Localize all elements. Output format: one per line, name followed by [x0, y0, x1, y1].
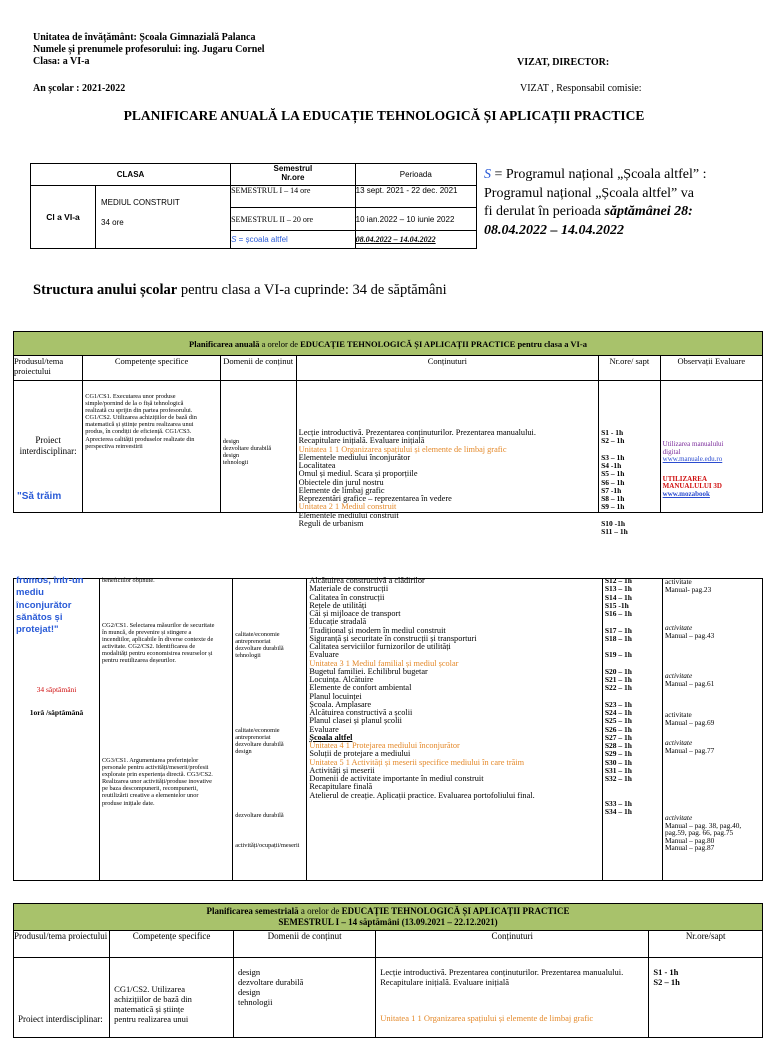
content-line: Căi și mijloace de transport	[309, 610, 401, 618]
proiect-cell: Proiect interdisciplinar: "Să trăim	[14, 381, 83, 513]
domain-item: antreprenoriat	[235, 734, 271, 742]
week-line: S1 - 1h	[601, 429, 624, 437]
domain-item: design	[237, 987, 261, 997]
content-line: Obiectele din jurul nostru	[298, 478, 384, 487]
week-line: S23 – 1h	[604, 700, 632, 709]
content-line: Domenii de activitate importante în mediul construit	[309, 775, 484, 783]
domain-item: design	[222, 438, 240, 445]
school-altfel-period: 08.04.2022 – 14.04.2022	[355, 231, 476, 249]
header-clasa: CLASA	[31, 164, 231, 186]
week-line: S21 – 1h	[604, 676, 632, 684]
content-line: Recapitulare inițială. Evaluare inițială	[298, 437, 425, 446]
observatii-cell-2: activitate Manual- pag.23 activitate Manual – pag.43 activitate Manual – pag.61 activitate Manual – pag.69 activitate Manual – pag.77 activitate Manual – pag. 38, pag.40, pag.59, pag. 66, pag.75 Manual – pag.80 Manual – pag.87	[663, 579, 763, 881]
week-line: S3 – 1h	[601, 453, 625, 462]
col-domenii: Domenii de conținut	[220, 356, 296, 381]
week-line	[605, 643, 632, 651]
domenii-cell-2: calitate/economie antreprenoriat dezvoltare durabilă tehnologii calitate/economie antreprenoriat dezvoltare durabilă design dezvoltare durabilă activități/ocupații/meserii	[233, 579, 307, 881]
content-line: Materiale de construcții	[309, 585, 389, 594]
week-line: S19 – 1h	[604, 651, 632, 660]
content-line: Planul clasei și planul școlii	[309, 717, 402, 726]
week-line: S28 – 1h	[604, 742, 632, 750]
sem-proiect-cell: Proiect interdisciplinar:	[14, 958, 110, 1038]
week-line	[605, 693, 632, 701]
sem-competente-cell	[110, 958, 234, 1038]
week-line: S14 – 1h	[604, 593, 632, 602]
week-line	[605, 660, 632, 668]
week-line: S30 – 1h	[604, 758, 632, 767]
competente-cell-1: CG1/CS1. Executarea unor produse simple/pornind de la o fișă tehnologică realizată cu sprijin din partea profesorului. CG1/CS2. Utilizarea achizițiilor de bază din matematică și științe pentru realizarea unui produs, în condiții de eficiență. CG1/CS3. Aprecierea calității produselor realizate din perspectiva reinvestirii	[83, 381, 220, 513]
week-line: S13 – 1h	[604, 585, 632, 594]
content-line: Planul locuinței	[309, 692, 362, 701]
clasa-value: Cl a VI-a	[31, 186, 96, 248]
week-line	[605, 792, 632, 800]
content-line: Tradițional și modern în mediul construit	[309, 626, 446, 635]
week-line: S12 – 1h	[604, 577, 632, 585]
domain-item: antreprenoriat	[235, 638, 271, 646]
col-observatii: Observații Evaluare	[660, 356, 762, 381]
project-title-line: sănătos și	[16, 611, 63, 623]
sem1-label: SEMESTRUL I – 14 ore	[231, 186, 356, 208]
week-line: S24 – 1h	[604, 709, 632, 717]
domain-item: tehnologii	[222, 459, 249, 467]
header-perioada: Perioada	[355, 164, 476, 186]
vizat-director: VIZAT, DIRECTOR:	[517, 57, 610, 68]
domain-info: MEDIUL CONSTRUIT 34 ore	[101, 198, 180, 227]
content-line: Calitatea serviciilor furnizorilor de utilități	[309, 643, 451, 651]
header-semestrul: Semestrul Nr.ore	[231, 164, 356, 186]
sem-col-competente: Competențe specifice	[110, 931, 234, 958]
week-line	[601, 512, 628, 520]
week-line	[605, 618, 632, 626]
continuturi-cell-2	[307, 579, 603, 881]
domain-item: dezvoltare durabilă	[235, 645, 284, 653]
sem2-period: 10 ian.2022 – 10 iunie 2022	[355, 208, 476, 231]
week-line: S11 – 1h	[601, 528, 628, 536]
project-title-line: frumos, într-un	[16, 575, 84, 586]
domain-item: calitate/economie	[235, 631, 280, 638]
week-line	[605, 783, 632, 791]
week-line	[601, 446, 628, 454]
content-line	[309, 800, 579, 808]
annual-table	[13, 331, 763, 536]
content-line: Reguli de urbanism	[298, 519, 364, 528]
content-line: Locuința. Alcătuire	[309, 676, 374, 684]
competence-line: achizițiilor de bază din	[114, 994, 192, 1004]
content-line: Activități și meserii	[309, 766, 375, 775]
observatii-cell-1: Utilizarea manualului digital www.manuale.edu.ro UTILIZAREA MANUALULUI 3D www.mozabook	[660, 381, 762, 513]
content-line: Siguranță și securitate în construcții și transporturi	[309, 634, 477, 643]
content-line: Evaluare	[309, 725, 339, 734]
week-line: S18 – 1h	[604, 634, 632, 643]
week-line: S10 -1h	[601, 519, 626, 528]
competence-line: matematică și științe	[114, 1004, 185, 1014]
week-line: S22 – 1h	[604, 684, 632, 693]
sem2-label: SEMESTRUL II – 20 ore	[231, 208, 356, 231]
content-line: Unitatea 3 1 Mediul familial și mediul școlar	[309, 659, 459, 668]
content-line: Unitatea 2 1 Mediul construit	[298, 503, 397, 512]
week-line: S9 – 1h	[601, 503, 625, 512]
week-line: S6 – 1h	[601, 478, 625, 487]
content-line: Atelierul de creație. Aplicații practice. Evaluarea portofoliului final.	[309, 791, 535, 800]
nrore-cell-1	[599, 381, 661, 536]
teacher-name: Numele și prenumele profesorului: ing. Jugaru Cornel	[33, 44, 265, 55]
school-altfel-label: S = școala altfel	[231, 231, 356, 249]
content-line: Educație stradală	[309, 618, 367, 627]
school-altfel-note: S = Programul național „Școala altfel” : Programul național „Școala altfel” va fi derulat în perioada săptămânei 28: 08.04.2022 – 14.04.2022	[484, 167, 707, 238]
content-line: Bugetul familiei. Echilibrul bugetar	[309, 667, 428, 676]
sem-col-domenii: Domenii de conținut	[233, 931, 375, 958]
clasa-cell	[31, 186, 231, 249]
annual-banner: Planificarea anuală a orelor de EDUCAȚIE TEHNOLOGICĂ ȘI APLICAȚII PRACTICE pentru clasa a VI-a	[14, 332, 763, 356]
project-title-line: înconjurător	[16, 599, 72, 611]
week-line: S8 – 1h	[601, 495, 625, 503]
mozabook-link[interactable]: www.mozabook	[662, 489, 710, 498]
page-title: PLANIFICARE ANUALĂ LA EDUCAȚIE TEHNOLOGICĂ ȘI APLICAȚII PRACTICE	[123, 108, 645, 123]
semestrial-banner: Planificarea semestrială a orelor de EDUCAȚIE TEHNOLOGICĂ ȘI APLICAȚII PRACTICE SEMESTRUL I – 14 săptămâni (13.09.2021 – 22.12.2021)	[14, 904, 763, 931]
school-name: Unitatea de învățământ: Școala Gimnazială Palanca	[33, 32, 256, 43]
domain-item: dezvoltare durabilă	[235, 741, 284, 749]
week-line: S16 – 1h	[604, 610, 632, 618]
col-produs: Produsul/tema proiectului	[14, 356, 83, 381]
content-line: Recapitulare finală	[309, 783, 373, 792]
content-line: Elementele mediului înconjurător	[298, 453, 411, 462]
content-line: Unitatea 1 1 Organizarea spațiului și elemente de limbaj grafic	[298, 445, 507, 454]
week-line: S4 -1h	[601, 462, 622, 470]
week-line: S34 – 1h	[604, 808, 632, 816]
content-line: Rețele de utilități	[309, 601, 367, 610]
nrore-cell-2	[602, 579, 662, 881]
competence-line: CG1/CS2. Utilizarea	[114, 984, 185, 994]
sem-domenii-cell	[233, 958, 375, 1038]
content-line: Școala altfel	[309, 733, 353, 742]
domain-item: tehnologii	[235, 652, 261, 660]
week-line: S29 – 1h	[604, 750, 632, 759]
week-line: S5 – 1h	[601, 470, 625, 479]
project-title-line: protejat!"	[16, 624, 59, 636]
week-line: S26 – 1h	[604, 725, 632, 734]
content-line: Școala. Amplasare	[309, 700, 372, 709]
week-line: S17 – 1h	[604, 626, 632, 635]
week-line: S7 -1h	[601, 486, 622, 495]
sem-col-produs: Produsul/tema proiectului	[14, 931, 110, 958]
week-line: S20 – 1h	[604, 667, 632, 676]
school-year: An școlar : 2021-2022	[33, 83, 126, 94]
col-nrore: Nr.ore/ sapt	[599, 356, 661, 381]
sem-continuturi-cell: Lecție introductivă. Prezentarea conținuturilor. Prezentarea manualului. Recapitulare inițială. Evaluare inițială Unitatea 1 1 Organizarea spațiului și elemente de limbaj grafic	[376, 958, 649, 1038]
semester-table	[30, 163, 477, 249]
col-continuturi: Conținuturi	[296, 356, 598, 381]
content-line: Omul și mediul. Scara și proporțiile	[298, 470, 418, 479]
domain-item: design	[235, 748, 252, 756]
content-line: Reprezentări grafice – reprezentarea în vedere	[298, 495, 452, 503]
week-line: S15 -1h	[604, 601, 629, 610]
manuale-link[interactable]: www.manuale.edu.ro	[662, 455, 723, 463]
sem-col-continuturi: Conținuturi	[376, 931, 649, 958]
content-line: Elemente de limbaj grafic	[298, 486, 385, 495]
week-line: S25 – 1h	[604, 717, 632, 726]
domain-item: dezvoltare durabilă	[222, 445, 272, 453]
domain-item: calitate/economie	[235, 727, 280, 734]
project-title-line: mediu	[16, 587, 44, 599]
col-competente: Competențe specifice	[83, 356, 220, 381]
competence-line: pentru realizarea unui	[114, 1014, 189, 1024]
week-line: S31 – 1h	[604, 766, 632, 775]
sem-nrore-cell: S1 - 1h S2 – 1h	[649, 958, 763, 1038]
semestrial-table	[13, 903, 763, 1038]
domain-item: tehnologii	[237, 997, 273, 1007]
week-line: S27 – 1h	[604, 733, 632, 742]
content-line: Unitatea 4 1 Protejarea mediului înconjurător	[309, 742, 460, 750]
week-line: S32 – 1h	[604, 775, 632, 783]
domain-item: design	[237, 967, 261, 977]
content-line: Evaluare	[309, 651, 339, 660]
domain-item: dezvoltare durabilă	[237, 977, 304, 987]
annual-table-continued	[13, 575, 763, 881]
content-line: Elementele mediului construit	[298, 511, 399, 520]
sem-col-nrore: Nr.ore/sapt	[649, 931, 763, 958]
continuturi-cell-1	[296, 381, 598, 528]
class-label: Clasa: a VI-a	[33, 56, 90, 67]
vizat-responsabil: VIZAT , Responsabil comisie:	[520, 83, 642, 94]
sem1-period: 13 sept. 2021 - 22 dec. 2021	[355, 186, 476, 208]
content-line: Lecție introductivă. Prezentarea conținuturilor. Prezentarea manualului.	[298, 429, 536, 437]
content-line: Elemente de confort ambiental	[309, 684, 412, 693]
content-line: Calitatea în construcții	[309, 593, 385, 602]
week-line: S2 – 1h	[601, 437, 625, 446]
content-line: Soluții de protejare a mediului	[309, 750, 411, 759]
competente-cell-2: beneficiilor obținute. CG2/CS1. Selectarea măsurilor de securitate în muncă, de prevenire și stingere a incendiilor, aplicabile în diverse contexte de activitate. CG2/CS2. Identificarea de modalități pentru economisirea resurselor și pentru reutilizarea deșeurilor. CG3/CS1. Argumentarea preferințelor personale pentru activități/meserii/profesii explorate prin experiența directă. CG3/CS2. Realizarea unor activități/produse inovative pe baza descompunerii, recompunerii, reutilizării creative a elementelor unor produse inițiale date.	[99, 579, 232, 881]
proiect-cell-2: frumos, într-un mediu înconjurător sănătos și protejat!" 34 săptămâni 1oră /săptămână	[14, 579, 100, 881]
week-line: S33 – 1h	[604, 799, 632, 808]
content-line: Unitatea 5 1 Activități și meserii specifice mediului în care trăim	[309, 758, 525, 767]
structure-line: Structura anului școlar pentru clasa a VI-a cuprinde: 34 de săptămâni	[33, 282, 447, 298]
content-line: Alcătuirea constructivă a clădirilor	[309, 577, 425, 585]
content-line: Localitatea	[298, 462, 336, 470]
domain-item: design	[222, 452, 240, 460]
content-line: Alcătuirea constructivă a școlii	[309, 709, 413, 717]
domenii-cell-1	[220, 381, 296, 513]
